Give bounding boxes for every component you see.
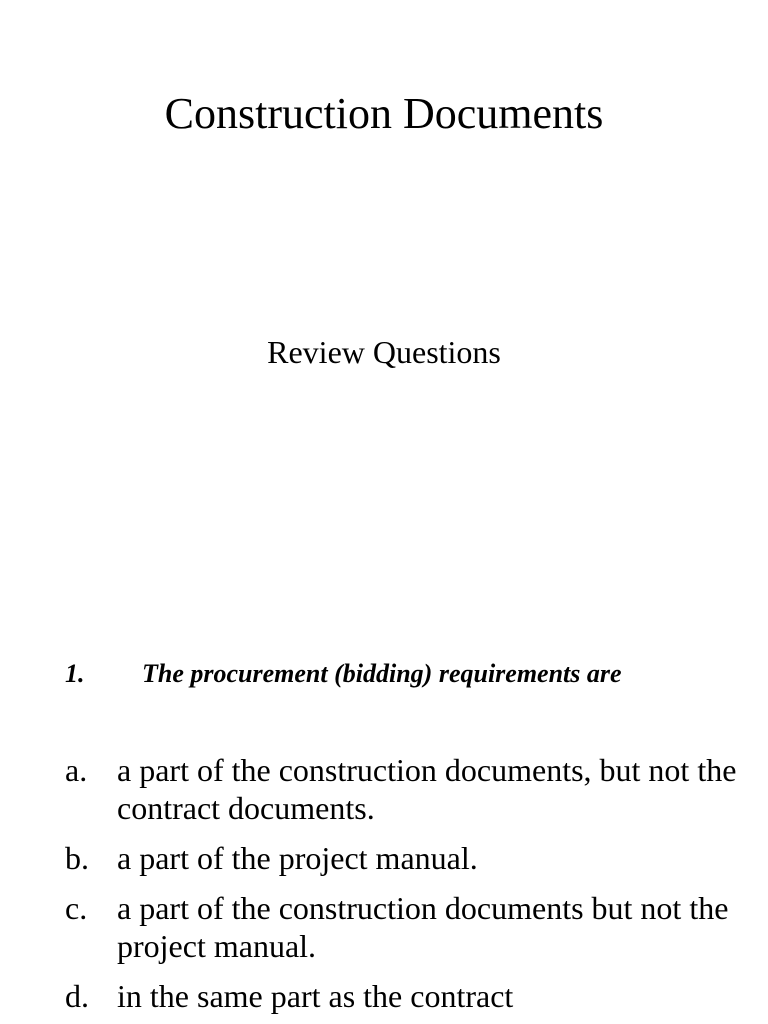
answer-text: a part of the construction documents but not the project manual. [117, 890, 729, 964]
slide-subtitle: Review Questions [267, 334, 501, 370]
question-number: 1. [65, 659, 85, 688]
answer-option-b [65, 839, 745, 877]
answer-option-c [65, 889, 745, 965]
slide-title: Construction Documents [164, 89, 604, 138]
question-text: The procurement (bidding) requirements are [142, 659, 622, 688]
answer-option-a [65, 751, 745, 827]
answer-letter: a. [65, 752, 88, 788]
answer-text: in the same part as the contract [117, 978, 514, 1014]
answer-letter: d. [65, 978, 89, 1014]
answer-letter: b. [65, 840, 89, 876]
answer-letter: c. [65, 890, 88, 926]
answer-option-d [65, 977, 745, 1015]
question-1 [65, 657, 755, 691]
answer-list [65, 751, 745, 1024]
answer-text: a part of the project manual. [117, 840, 478, 876]
answer-text: a part of the construction documents, but not the contract documents. [117, 752, 737, 826]
